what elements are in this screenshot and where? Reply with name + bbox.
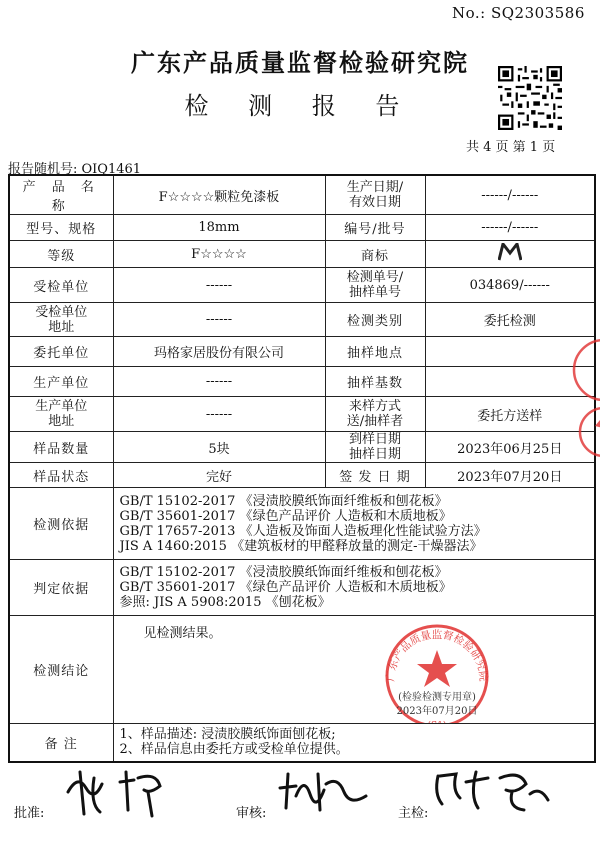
list-item: 参照: JIS A 5908:2015 《刨花板》 — [119, 595, 331, 610]
test-basis-label: 检测依据 — [9, 488, 113, 560]
list-item: GB/T 35601-2017 《绿色产品评价 人造板和木质地板》 — [119, 580, 452, 595]
chief-inspector-signature-icon — [430, 764, 560, 820]
model-label: 型号、规格 — [9, 215, 113, 241]
model-value: 18mm — [113, 215, 325, 241]
signature-area — [0, 760, 600, 854]
table-row — [9, 337, 595, 367]
qr-code-icon — [498, 66, 562, 130]
judgement-basis-list — [113, 560, 595, 616]
production-date-label: 生产日期/ 有效日期 — [325, 175, 425, 215]
production-date-value: ------/------ — [425, 175, 595, 215]
seal-code: (S1) — [427, 721, 446, 731]
report-title: 检 测 报 告 — [184, 92, 416, 120]
product-name-value: F☆☆☆☆颗粒免漆板 — [113, 175, 325, 215]
remarks-label: 备 注 — [9, 724, 113, 762]
arrival-date-value: 2023年06月25日 — [425, 432, 595, 463]
table-row — [9, 367, 595, 397]
list-item: GB/T 15102-2017 《浸渍胶膜纸饰面纤维板和刨花板》 — [119, 493, 448, 509]
reviewer-signature-icon — [274, 766, 374, 816]
trademark-label: 商标 — [325, 241, 425, 268]
trademark-cell — [425, 241, 595, 268]
test-type-value: 委托检测 — [425, 303, 595, 337]
list-item: 1、样品描述: 浸渍胶膜纸饰面刨花板; — [119, 727, 336, 743]
list-item: 2、样品信息由委托方或受检单位提供。 — [119, 742, 349, 758]
test-type-label: 检测类别 — [325, 303, 425, 337]
table-row — [9, 488, 595, 560]
perforation-seal-fragment-icon — [570, 338, 600, 458]
issue-date-label: 签 发 日 期 — [325, 463, 425, 488]
grade-label: 等级 — [9, 241, 113, 268]
official-seal-icon — [362, 616, 512, 731]
table-row — [9, 175, 595, 215]
sheet-number-value: 034869/------ — [425, 268, 595, 303]
sample-quantity-label: 样品数量 — [9, 432, 113, 463]
table-row — [9, 268, 595, 303]
report-table — [8, 174, 596, 763]
producer-address-value: ------ — [113, 397, 325, 432]
table-row — [9, 616, 595, 724]
conclusion-label: 检测结论 — [9, 616, 113, 724]
table-row — [9, 560, 595, 616]
institute-name: 广东产品质量监督检验研究院 — [131, 48, 469, 77]
sample-quantity-value: 5块 — [113, 432, 325, 463]
conclusion-text: 见检测结果。 — [143, 626, 222, 641]
report-random-number: 报告随机号: OIQ1461 — [8, 162, 142, 177]
list-item: GB/T 17657-2013 《人造板及饰面人造板理化性能试验方法》 — [119, 523, 487, 539]
issue-date-value: 2023年07月20日 — [425, 463, 595, 488]
brand-logo-icon — [498, 243, 522, 261]
table-row — [9, 241, 595, 268]
batch-label: 编号/批号 — [325, 215, 425, 241]
sampling-place-label: 抽样地点 — [325, 337, 425, 367]
arrival-date-label: 到样日期 抽样日期 — [325, 432, 425, 463]
table-row — [9, 724, 595, 762]
inspected-address-label: 受检单位 地址 — [9, 303, 113, 337]
chief-inspector-label: 主检: — [398, 806, 429, 821]
table-row — [9, 463, 595, 488]
client-label: 委托单位 — [9, 337, 113, 367]
grade-value: F☆☆☆☆ — [113, 241, 325, 268]
inspected-unit-value: ------ — [113, 268, 325, 303]
judgement-basis-label: 判定依据 — [9, 560, 113, 616]
delivery-method-label: 来样方式 送/抽样者 — [325, 397, 425, 432]
sample-state-value: 完好 — [113, 463, 325, 488]
inspected-address-value: ------ — [113, 303, 325, 337]
approver-label: 批准: — [14, 806, 45, 821]
table-row — [9, 397, 595, 432]
seal-date: 2023年07月20日 — [396, 706, 477, 717]
approver-signature-icon — [60, 764, 180, 820]
table-row — [9, 432, 595, 463]
seal-caption: (检验检测专用章) — [397, 692, 476, 703]
delivery-method-value: 委托方送样 — [425, 397, 595, 432]
batch-value: ------/------ — [425, 215, 595, 241]
list-item: GB/T 35601-2017 《绿色产品评价 人造板和木质地板》 — [119, 508, 452, 524]
page-info: 共 4 页 第 1 页 — [466, 140, 556, 155]
document-number: No.: SQ2303586 — [452, 4, 585, 22]
sample-state-label: 样品状态 — [9, 463, 113, 488]
sampling-base-label: 抽样基数 — [325, 367, 425, 397]
test-basis-list — [113, 488, 595, 560]
list-item: GB/T 15102-2017 《浸渍胶膜纸饰面纤维板和刨花板》 — [119, 565, 448, 580]
table-row — [9, 215, 595, 241]
client-value: 玛格家居股份有限公司 — [113, 337, 325, 367]
conclusion-cell — [113, 616, 595, 731]
remarks-list — [113, 724, 595, 762]
table-row — [9, 303, 595, 337]
producer-address-label: 生产单位 地址 — [9, 397, 113, 432]
reviewer-label: 审核: — [236, 806, 267, 821]
producer-value: ------ — [113, 367, 325, 397]
list-item: JIS A 1460:2015 《建筑板材的甲醛释放量的测定-干燥器法》 — [119, 538, 483, 554]
inspected-unit-label: 受检单位 — [9, 268, 113, 303]
seal-ring-text: 广东产品质量监督检验研究院 — [384, 628, 489, 682]
product-name-label: 产 品 名 称 — [9, 175, 113, 215]
producer-label: 生产单位 — [9, 367, 113, 397]
sheet-number-label: 检测单号/ 抽样单号 — [325, 268, 425, 303]
